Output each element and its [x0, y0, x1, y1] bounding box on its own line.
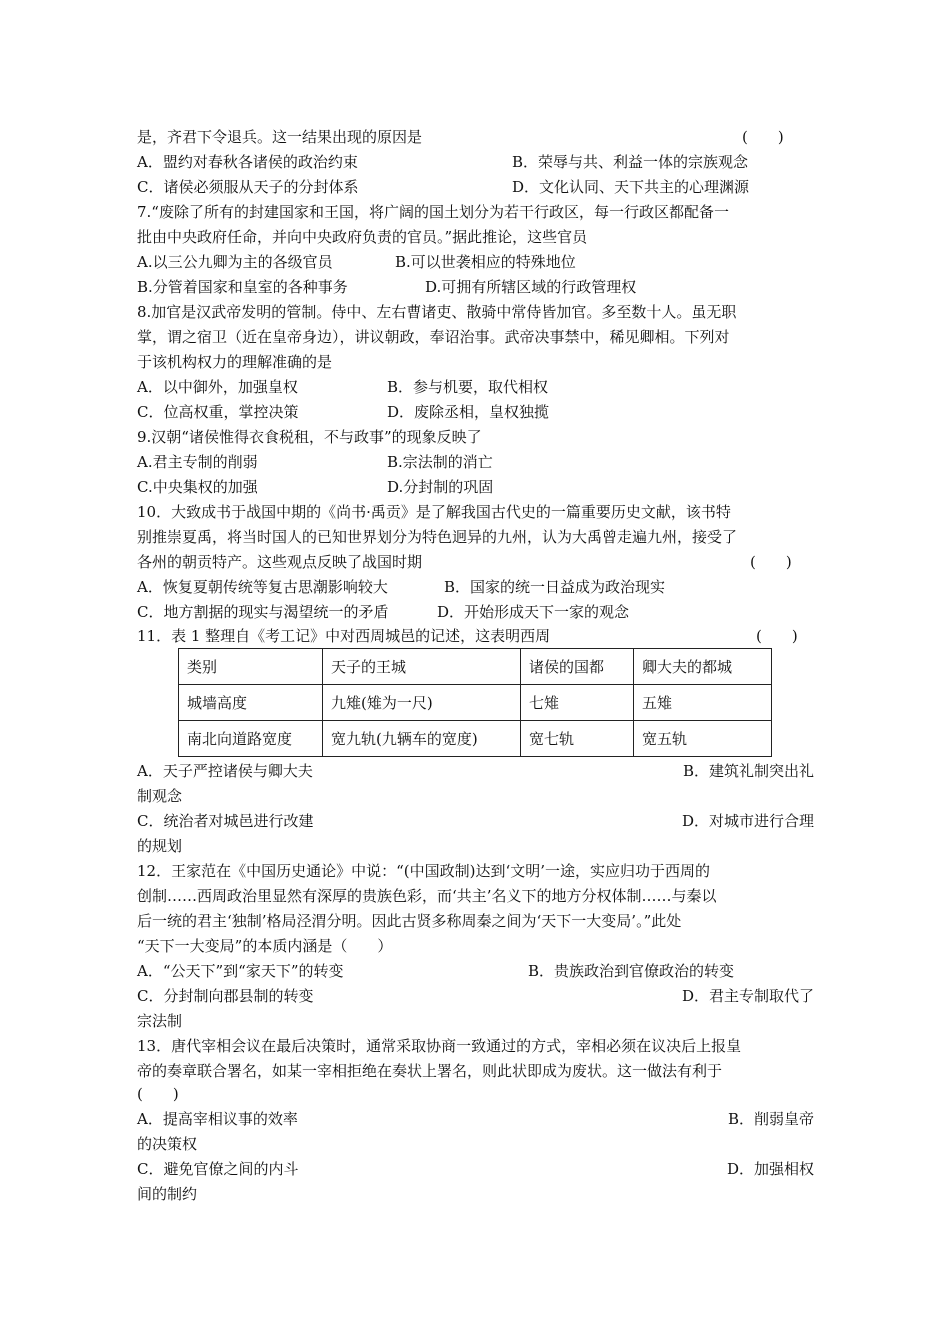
- q9-option-a: A.君主专制的削弱: [137, 453, 258, 471]
- q6-option-a: A．盟约对春秋各诸侯的政治约束: [137, 153, 358, 171]
- q11-option-b: B．建筑礼制突出礼: [682, 762, 814, 780]
- q9-stem: 9.汉朝“诸侯惟得衣食税租，不与政事”的现象反映了: [137, 428, 482, 446]
- q10-answer-paren: ( ): [750, 553, 792, 571]
- q12-option-d-tail: 宗法制: [137, 1012, 183, 1030]
- q6-option-b: B．荣辱与共、利益一体的宗族观念: [512, 153, 749, 171]
- q10-stem-line3: 各州的朝贡特产。这些观点反映了战国时期: [137, 553, 423, 571]
- q13-option-a: A．提高宰相议事的效率: [137, 1110, 298, 1128]
- q12-option-d: D．君主专制取代了: [681, 987, 814, 1005]
- q8-option-c: C．位高权重，掌控决策: [137, 403, 299, 421]
- q11-answer-paren: ( ): [756, 627, 798, 645]
- table-row: [179, 649, 772, 685]
- q12-stem-line3: 后一统的君主‘独制’格局泾渭分明。因此古贤多称周秦之间为‘天下一大变局’。”此处: [137, 912, 682, 930]
- q12-option-c: C．分封制向郡县制的转变: [137, 987, 314, 1005]
- q9-option-c: C.中央集权的加强: [137, 478, 258, 496]
- table-row: [179, 721, 772, 757]
- q6-answer-paren: ( ): [742, 128, 784, 146]
- q10-option-d: D．开始形成天下一家的观念: [437, 603, 630, 621]
- table-row: [179, 685, 772, 721]
- q13-option-b: B．削弱皇帝: [727, 1110, 814, 1128]
- q10-option-a: A．恢复夏朝传统等复古思潮影响较大: [137, 578, 388, 596]
- table-cell: 南北向道路宽度: [179, 721, 323, 757]
- q11-option-b-tail: 制观念: [137, 787, 183, 805]
- q12-stem-line2: 创制……西周政治里显然有深厚的贵族色彩，而‘共主’名义下的地方分权体制……与秦以: [137, 887, 717, 905]
- q7-option-c: B.分管着国家和皇室的各种事务: [137, 278, 348, 296]
- q13-option-c: C．避免官僚之间的内斗: [137, 1160, 299, 1178]
- q11-table: [178, 648, 772, 757]
- q7-option-a: A.以三公九卿为主的各级官员: [137, 253, 333, 271]
- q8-option-b: B．参与机要，取代相权: [387, 378, 549, 396]
- q10-stem-line1: 10．大致成书于战国中期的《尚书·禹贡》是了解我国古代史的一篇重要历史文献，该书特: [137, 503, 731, 521]
- q13-option-d-tail: 间的制约: [137, 1185, 198, 1203]
- table-cell: 城墙高度: [179, 685, 323, 721]
- q11-stem: 11．表 1 整理自《考工记》中对西周城邑的记述，这表明西周: [137, 627, 551, 645]
- q12-option-a: A．“公天下”到“家天下”的转变: [137, 962, 344, 980]
- q13-stem-line1: 13．唐代宰相会议在最后决策时，通常采取协商一致通过的方式，宰相必须在议决后上报皇: [137, 1037, 742, 1055]
- q8-stem-line2: 掌，谓之宿卫（近在皇帝身边），讲议朝政，奉诏治事。武帝决事禁中，稀见卿相。下列对: [137, 328, 730, 346]
- q12-option-b: B．贵族政治到官僚政治的转变: [528, 962, 735, 980]
- table-cell: 宽七轨: [521, 721, 634, 757]
- q8-option-d: D．废除丞相，皇权独揽: [387, 403, 550, 421]
- table-cell: 诸侯的国都: [521, 649, 634, 685]
- q11-option-c: C．统治者对城邑进行改建: [137, 812, 314, 830]
- q10-option-c: C．地方割据的现实与渴望统一的矛盾: [137, 603, 389, 621]
- table-cell: 类别: [179, 649, 323, 685]
- q13-option-b-tail: 的决策权: [137, 1135, 198, 1153]
- q12-stem-line4: “天下一大变局”的本质内涵是（ ）: [137, 937, 393, 955]
- q8-option-a: A．以中御外，加强皇权: [137, 378, 298, 396]
- q9-option-d: D.分封制的巩固: [387, 478, 494, 496]
- table-cell: 宽五轨: [634, 721, 772, 757]
- table-cell: 卿大夫的都城: [634, 649, 772, 685]
- table-cell: 五雉: [634, 685, 772, 721]
- table-cell: 天子的王城: [323, 649, 521, 685]
- q7-option-b: B.可以世袭相应的特殊地位: [395, 253, 576, 271]
- q8-stem-line1: 8.加官是汉武帝发明的管制。侍中、左右曹诸吏、散骑中常侍皆加官。多至数十人。虽无职: [137, 303, 737, 321]
- q6-stem: 是，齐君下令退兵。这一结果出现的原因是: [137, 128, 423, 146]
- q6-option-c: C．诸侯必须服从天子的分封体系: [137, 178, 359, 196]
- q10-option-b: B．国家的统一日益成为政治现实: [444, 578, 666, 596]
- q13-answer-paren: ( ): [137, 1085, 179, 1103]
- q11-option-d-tail: 的规划: [137, 837, 183, 855]
- q12-stem-line1: 12．王家范在《中国历史通论》中说：“(中国政制)达到‘文明’一途，实应归功于西周的: [137, 862, 710, 880]
- q10-stem-line2: 别推崇夏禹，将当时国人的已知世界划分为特色迥异的九州，认为大禹曾走遍九州，接受了: [137, 528, 738, 546]
- table-cell: 七雉: [521, 685, 634, 721]
- q7-option-d: D.可拥有所辖区域的行政管理权: [425, 278, 637, 296]
- table-cell: 宽九轨(九辆车的宽度): [323, 721, 521, 757]
- q13-stem-line2: 帝的奏章联合署名，如某一宰相拒绝在奏状上署名，则此状即成为废状。这一做法有利于: [137, 1062, 723, 1080]
- q11-option-d: D．对城市进行合理: [681, 812, 814, 830]
- q6-option-d: D．文化认同、天下共主的心理渊源: [512, 178, 750, 196]
- table-cell: 九雉(雉为一尺): [323, 685, 521, 721]
- q9-option-b: B.宗法制的消亡: [387, 453, 493, 471]
- q7-stem-line2: 批由中央政府任命，并向中央政府负责的官员。”据此推论，这些官员: [137, 228, 588, 246]
- q8-stem-line3: 于该机构权力的理解准确的是: [137, 353, 333, 371]
- q13-option-d: D．加强相权: [726, 1160, 814, 1178]
- q11-option-a: A．天子严控诸侯与卿大夫: [137, 762, 313, 780]
- q7-stem-line1: 7.“废除了所有的封建国家和王国，将广阔的国土划分为若干行政区，每一行政区都配备一: [137, 203, 729, 221]
